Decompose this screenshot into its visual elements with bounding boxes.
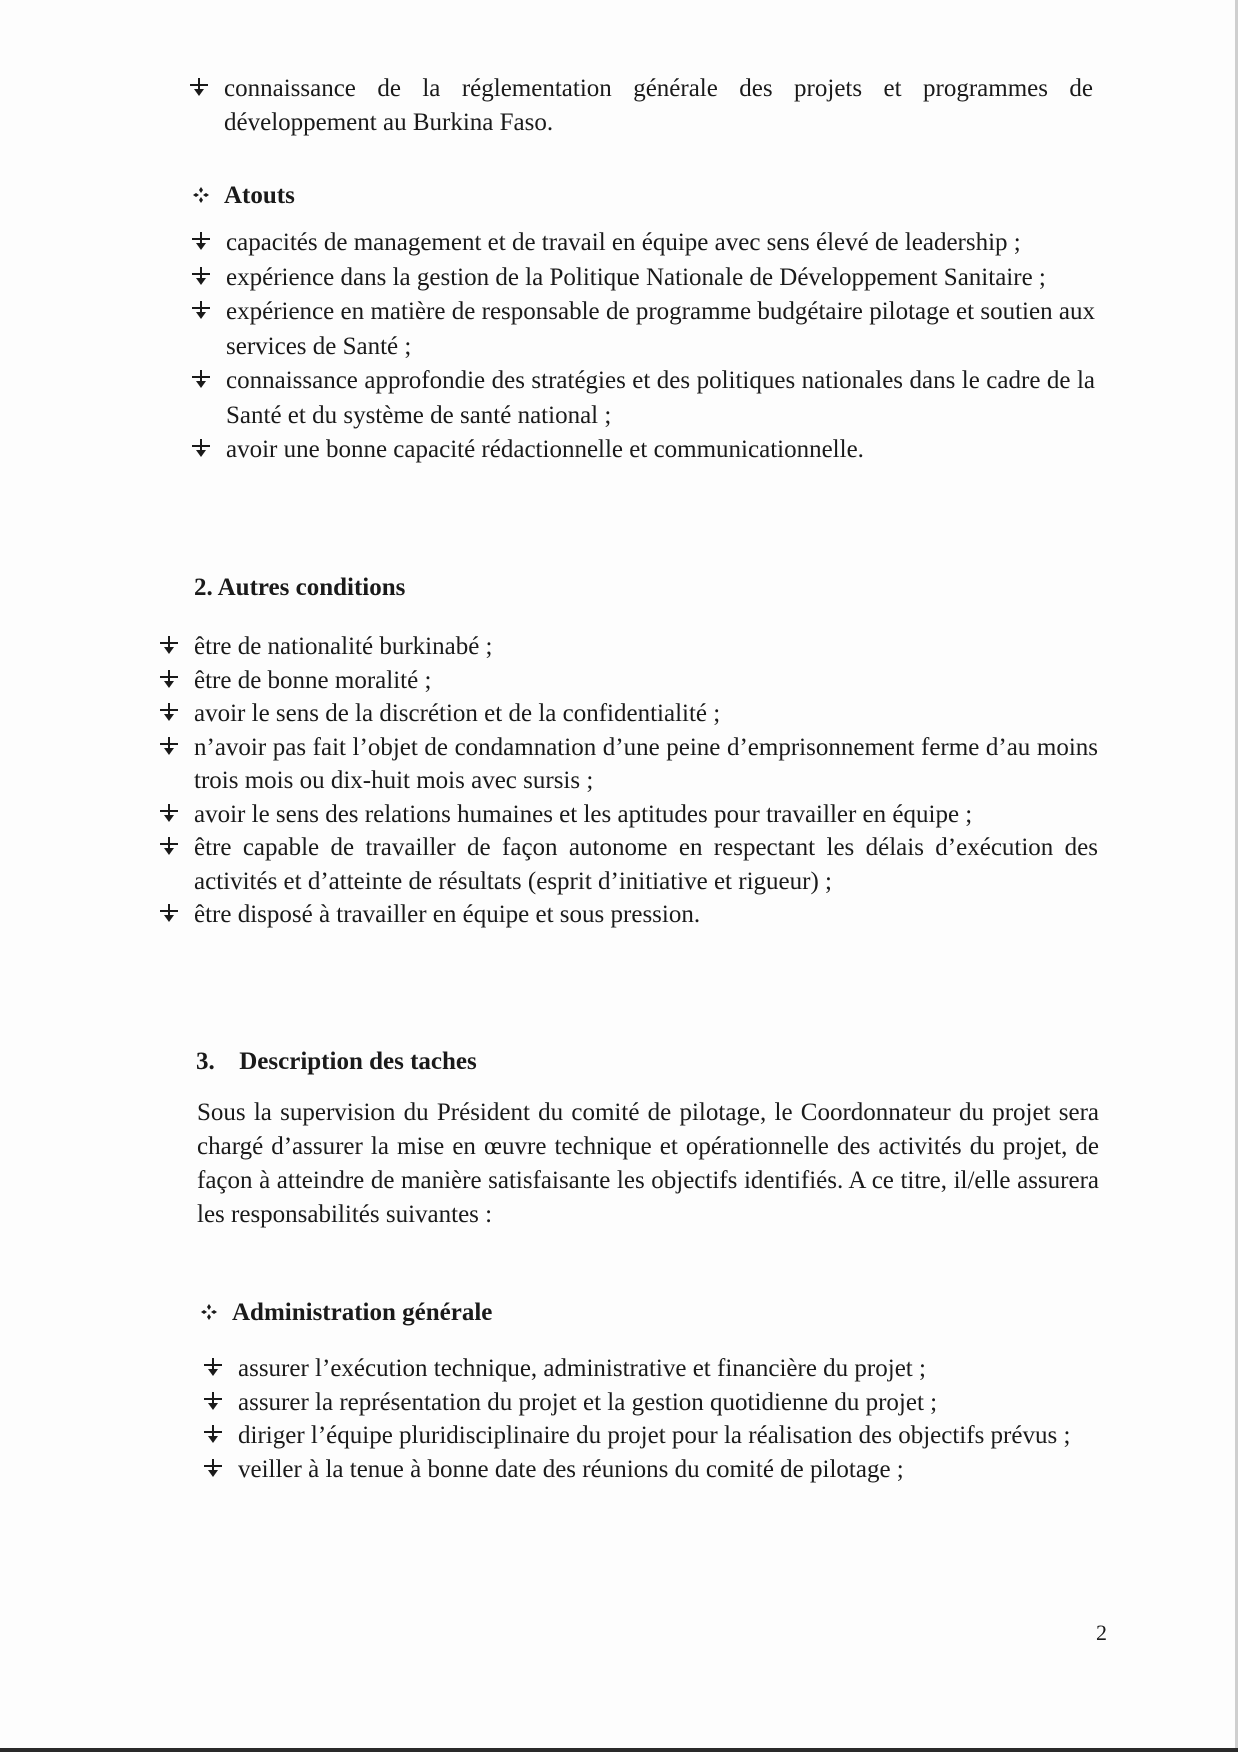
arrow-down-bullet-icon xyxy=(158,668,180,690)
arrow-down-bullet-icon xyxy=(190,230,212,252)
list-item-text: avoir le sens de la discrétion et de la confidentialité ; xyxy=(194,700,721,727)
atouts-heading-text: Atouts xyxy=(224,182,295,209)
list-item-text: connaissance de la réglementation générale des projets et programmes de développement au Burkina Faso. xyxy=(224,75,1093,136)
atouts-heading xyxy=(192,180,295,212)
list-item xyxy=(158,731,1098,798)
four-diamond-icon xyxy=(200,1303,218,1321)
list-item xyxy=(188,72,1093,140)
list-item xyxy=(190,433,1095,468)
list-item-text: expérience en matière de responsable de programme budgétaire pilotage et soutien aux services de Santé ; xyxy=(226,298,1095,360)
list-item-text: assurer l’exécution technique, administrative et financière du projet ; xyxy=(238,1355,926,1382)
list-item-text: avoir le sens des relations humaines et les aptitudes pour travailler en équipe ; xyxy=(194,800,973,828)
list-item xyxy=(190,261,1095,296)
arrow-down-bullet-icon xyxy=(158,902,180,924)
list-item xyxy=(190,364,1095,433)
list-item-text: diriger l’équipe pluridisciplinaire du projet pour la réalisation des objectifs prévus ; xyxy=(238,1422,1071,1449)
list-item-text: veiller à la tenue à bonne date des réunions du comité de pilotage ; xyxy=(238,1455,904,1483)
arrow-down-bullet-icon xyxy=(202,1423,224,1445)
arrow-down-bullet-icon xyxy=(190,265,212,287)
list-item xyxy=(158,798,1098,832)
arrow-down-bullet-icon xyxy=(202,1356,224,1378)
description-heading-text: Description des taches xyxy=(239,1048,477,1075)
autres-conditions-list xyxy=(158,630,1098,932)
list-item xyxy=(190,295,1095,364)
list-item xyxy=(202,1386,1102,1420)
arrow-down-bullet-icon xyxy=(158,735,180,757)
arrow-down-bullet-icon xyxy=(158,634,180,656)
administration-heading xyxy=(200,1297,492,1329)
page-number: 2 xyxy=(1096,1620,1107,1645)
description-paragraph xyxy=(197,1096,1099,1232)
list-item xyxy=(158,697,1098,731)
list-item-text: être de nationalité burkinabé ; xyxy=(194,633,493,660)
list-item xyxy=(202,1352,1102,1386)
list-item xyxy=(158,898,1098,932)
four-diamond-icon xyxy=(192,186,210,204)
list-item-text: avoir une bonne capacité rédactionnelle et communicationnelle. xyxy=(226,436,864,463)
list-item-text: assurer la représentation du projet et la gestion quotidienne du projet ; xyxy=(238,1388,938,1416)
arrow-down-bullet-icon xyxy=(190,437,212,459)
list-item xyxy=(190,226,1095,261)
list-item xyxy=(158,831,1098,898)
arrow-down-bullet-icon xyxy=(158,802,180,824)
list-item xyxy=(202,1419,1102,1453)
autres-conditions-heading xyxy=(194,572,405,604)
list-item-text: être de bonne moralité ; xyxy=(194,666,432,694)
list-item-text: connaissance approfondie des stratégies et des politiques nationales dans le cadre de la Santé et du système de santé national ; xyxy=(226,367,1095,429)
list-item xyxy=(202,1453,1102,1487)
scan-edge-bottom xyxy=(0,1748,1238,1752)
administration-list xyxy=(202,1352,1102,1486)
intro-list xyxy=(188,72,1093,140)
list-item-text: capacités de management et de travail en équipe avec sens élevé de leadership ; xyxy=(226,229,1021,256)
list-item xyxy=(158,630,1098,664)
arrow-down-bullet-icon xyxy=(202,1457,224,1479)
administration-heading-text: Administration générale xyxy=(232,1299,493,1326)
description-heading-number: 3. xyxy=(196,1048,215,1075)
description-heading xyxy=(196,1046,477,1078)
list-item-text: être disposé à travailler en équipe et sous pression. xyxy=(194,901,701,928)
list-item-text: n’avoir pas fait l’objet de condamnation d’une peine d’emprisonnement ferme d’au moins trois mois ou dix-huit mois avec sursis ; xyxy=(194,733,1098,794)
arrow-down-bullet-icon xyxy=(202,1390,224,1412)
description-paragraph-text: Sous la supervision du Président du comité de pilotage, le Coordonnateur du projet sera chargé d’assurer la mise en œuvre technique et opérationnelle des activités du projet, de façon à atteindre de manière satisfaisante les objectifs identifiés. A ce titre, il/elle assurera les responsabilités suivantes : xyxy=(197,1099,1099,1228)
atouts-list xyxy=(190,226,1095,468)
arrow-down-bullet-icon xyxy=(190,368,212,390)
arrow-down-bullet-icon xyxy=(158,835,180,857)
list-item xyxy=(158,664,1098,698)
arrow-down-bullet-icon xyxy=(190,299,212,321)
arrow-down-bullet-icon xyxy=(188,76,210,98)
list-item-text: être capable de travailler de façon autonome en respectant les délais d’exécution des activités et d’atteinte de résultats (esprit d’initiative et rigueur) ; xyxy=(194,834,1098,895)
arrow-down-bullet-icon xyxy=(158,701,180,723)
autres-conditions-heading-text: 2. Autres conditions xyxy=(194,574,406,601)
list-item-text: expérience dans la gestion de la Politique Nationale de Développement Sanitaire ; xyxy=(226,263,1046,291)
